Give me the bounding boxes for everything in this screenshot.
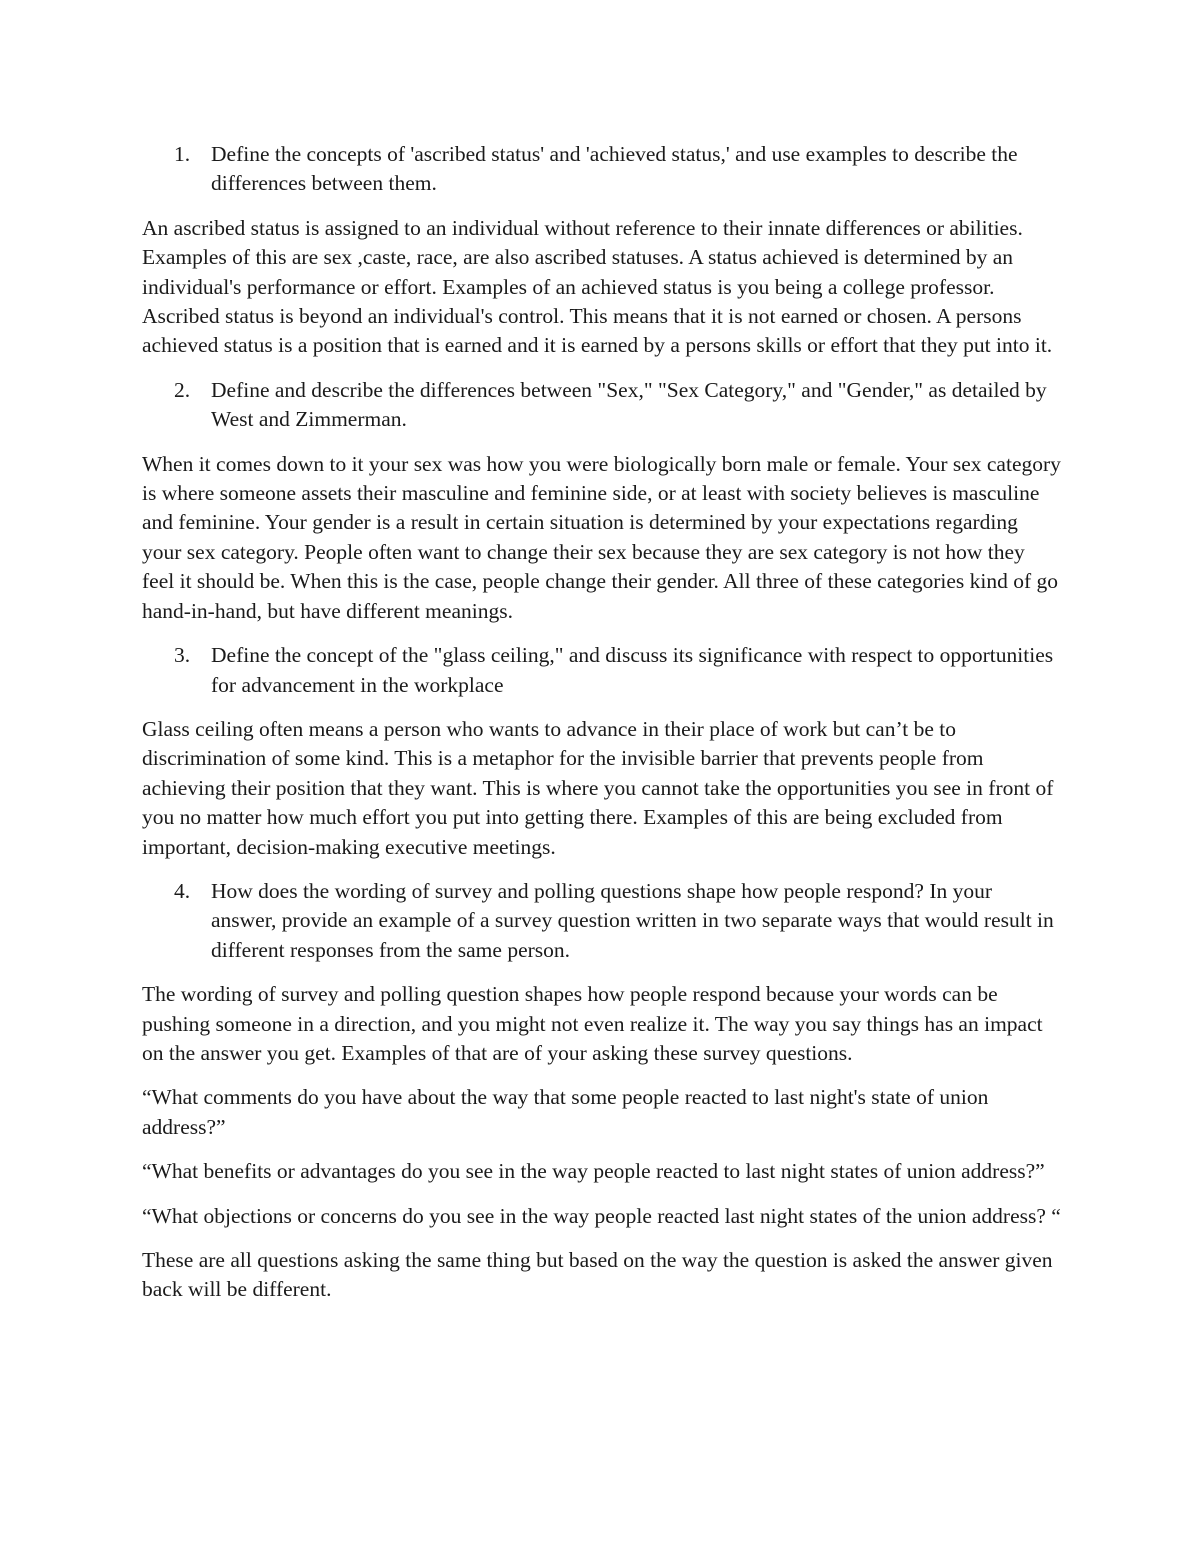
question-number: 4.	[174, 878, 191, 903]
conclusion-paragraph: These are all questions asking the same thing but based on the way the question is asked the answer given back will be different.	[142, 1248, 1053, 1302]
document-body	[142, 140, 1062, 1320]
survey-question-example-2: “What benefits or advantages do you see in the way people reacted to last night states of union address?”	[142, 1159, 1045, 1184]
answer-4-paragraph: The wording of survey and polling question shapes how people respond because your words can be pushing someone in a direction, and you might not even realize it. The way you say things has an impact on the answer you get. Examples of that are of your asking these survey questions.	[142, 982, 1043, 1065]
question-text: Define and describe the differences between "Sex," "Sex Category," and "Gender," as detailed by West and Zimmerman.	[211, 377, 1047, 432]
question-4	[142, 877, 1062, 965]
survey-question-example-3: “What objections or concerns do you see in the way people reacted last night states of the union address? “	[142, 1203, 1061, 1228]
question-3	[142, 641, 1062, 700]
question-1	[142, 140, 1062, 199]
question-text: How does the wording of survey and polling questions shape how people respond? In your answer, provide an example of a survey question written in two separate ways that would result in different responses from the same person.	[211, 878, 1054, 962]
question-number: 3.	[174, 643, 191, 668]
survey-question-example-1: “What comments do you have about the way that some people reacted to last night's state of union address?”	[142, 1085, 989, 1139]
question-number: 1.	[174, 142, 191, 166]
question-text: Define the concept of the "glass ceiling," and discuss its significance with respect to opportunities for advancement in the workplace	[211, 643, 1054, 697]
answer-2-paragraph: When it comes down to it your sex was how you were biologically born male or female. Your sex category is where someone assets their masculine and feminine side, or at least with society believes is masculine and feminine. Your gender is a result in certain situation is determined by your expectations regarding your sex category. People often want to change their sex because they are sex category is not how they feel it should be. When this is the case, people change their gender. All three of these categories kind of go hand-in-hand, but have different meanings.	[142, 451, 1061, 623]
question-2	[142, 376, 1062, 435]
question-text: Define the concepts of 'ascribed status' and 'achieved status,' and use examples to describe the differences between them.	[211, 142, 1018, 196]
answer-1-paragraph: An ascribed status is assigned to an individual without reference to their innate differences or abilities. Examples of this are sex ,caste, race, are also ascribed statuses. A status achieved is determined by an individual's performance or effort. Examples of an achieved status is you being a college professor. Ascribed status is beyond an individual's control. This means that it is not earned or chosen. A persons achieved status is a position that is earned and it is earned by a persons skills or effort that they put into it.	[142, 215, 1053, 358]
answer-3-paragraph: Glass ceiling often means a person who wants to advance in their place of work but can’t be to discrimination of some kind. This is a metaphor for the invisible barrier that prevents people from achieving their position that they want. This is where you cannot take the opportunities you see in front of you no matter how much effort you put into getting there. Examples of this are being excluded from important, decision-making executive meetings.	[142, 716, 1054, 859]
question-number: 2.	[174, 377, 191, 402]
